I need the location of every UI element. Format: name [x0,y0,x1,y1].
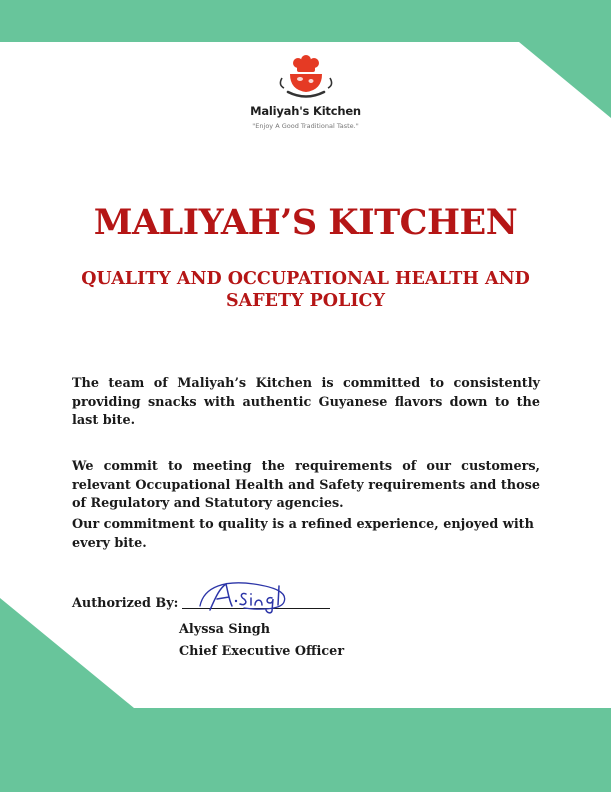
logo-tagline: "Enjoy A Good Traditional Taste." [252,122,359,130]
authorized-by-label: Authorized By: [72,596,179,611]
policy-paragraph-2: We commit to meeting the requirements of our customers, relevant Occupational Health and Safety requirements and those of Regulatory and Statutory agencies. [72,459,540,511]
logo [0,52,611,130]
signer-title: Chief Executive Officer [179,644,345,659]
signer-name: Alyssa Singh [179,622,271,637]
bottom-green-band [0,598,611,792]
policy-subtitle: QUALITY AND OCCUPATIONAL HEALTH AND SAFETY POLICY [81,269,530,311]
policy-paragraph-3: Our commitment to quality is a refined experience, enjoyed with every bite. [72,517,534,551]
page-title: MALIYAH’S KITCHEN [93,202,518,243]
logo-name: Maliyah's Kitchen [250,104,361,118]
policy-paragraph-1: The team of Maliyah’s Kitchen is committed to consistently providing snacks with authentic Guyanese flavors down to the last bite. [72,376,540,428]
signature [196,580,292,614]
chef-hat-cooking-pot-icon [268,52,344,104]
